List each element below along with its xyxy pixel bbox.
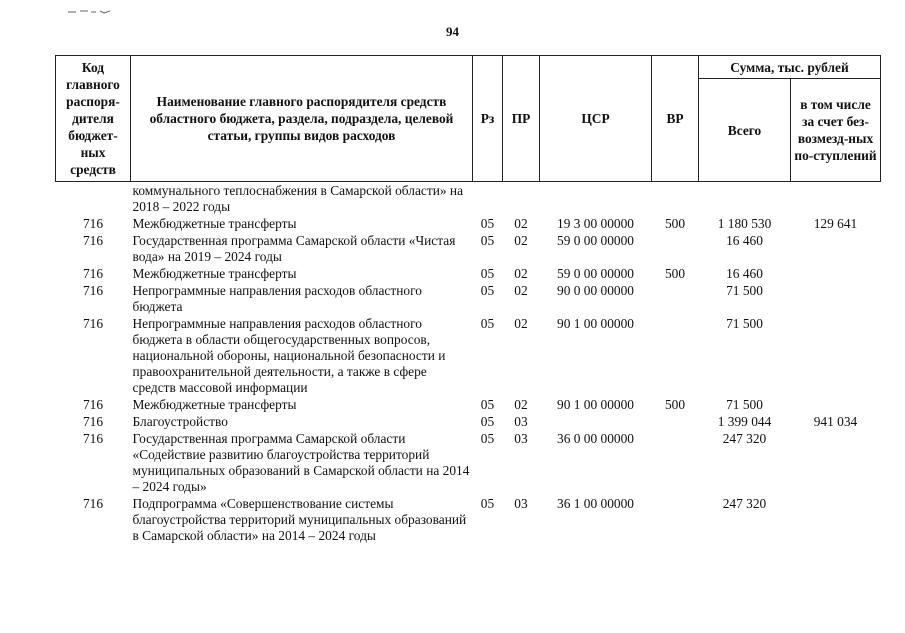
row-total: 71 500	[726, 316, 763, 331]
row-pr: 02	[514, 266, 528, 281]
row-code: 716	[82, 316, 104, 331]
row-code: 716	[82, 216, 104, 231]
table-row	[56, 495, 881, 544]
row-csr: 90 1 00 00000	[557, 316, 634, 331]
row-vr	[652, 315, 699, 396]
row-pr	[503, 182, 540, 216]
row-total	[699, 182, 791, 216]
row-name: коммунального теплоснабжения в Самарской области» на 2018 – 2022 годы	[132, 183, 464, 214]
row-rz	[473, 182, 503, 216]
header-vr: ВР	[652, 56, 699, 182]
header-total: Всего	[699, 79, 791, 182]
row-name: Непрограммные направления расходов областного бюджета	[132, 283, 422, 314]
header-name: Наименование главного распорядителя средств областного бюджета, раздела, подраздела, целевой статьи, группы видов расходов	[131, 56, 473, 182]
row-total: 1 399 044	[717, 414, 772, 429]
row-free: 941 034	[813, 414, 858, 429]
row-free	[791, 430, 881, 495]
row-vr	[652, 413, 699, 430]
table-row	[56, 315, 881, 396]
row-total: 71 500	[726, 397, 763, 412]
row-vr	[652, 495, 699, 544]
row-pr: 03	[514, 414, 528, 429]
row-vr	[652, 182, 699, 216]
row-csr: 59 0 00 00000	[557, 233, 634, 248]
row-vr: 500	[664, 266, 686, 281]
row-csr: 90 1 00 00000	[557, 397, 634, 412]
row-csr: 59 0 00 00000	[557, 266, 634, 281]
row-free	[791, 315, 881, 396]
table-row	[56, 182, 881, 216]
row-code: 716	[82, 496, 104, 511]
table-row	[56, 265, 881, 282]
header-csr: ЦСР	[540, 56, 652, 182]
row-name: Благоустройство	[132, 414, 228, 429]
row-rz: 05	[480, 316, 495, 331]
row-total: 71 500	[726, 283, 763, 298]
row-free	[791, 396, 881, 413]
row-total: 16 460	[726, 233, 763, 248]
row-name: Межбюджетные трансферты	[132, 216, 297, 231]
row-csr	[540, 182, 652, 216]
budget-table	[55, 55, 881, 544]
row-name: Межбюджетные трансферты	[132, 397, 297, 412]
row-code: 716	[82, 283, 104, 298]
row-rz: 05	[480, 216, 495, 231]
row-free	[791, 232, 881, 265]
table-row	[56, 413, 881, 430]
header-pr: ПР	[503, 56, 540, 182]
row-pr: 03	[514, 496, 528, 511]
row-free: 129 641	[813, 216, 858, 231]
row-pr: 02	[514, 397, 528, 412]
row-free	[791, 265, 881, 282]
row-name: Межбюджетные трансферты	[132, 266, 297, 281]
table-row	[56, 282, 881, 315]
row-pr: 02	[514, 283, 528, 298]
table-row	[56, 396, 881, 413]
row-pr: 02	[514, 233, 528, 248]
page-number: 94	[446, 24, 459, 39]
row-rz: 05	[480, 283, 495, 298]
row-rz: 05	[480, 266, 495, 281]
row-rz: 05	[480, 414, 495, 429]
table-body	[56, 182, 881, 545]
row-csr	[540, 413, 652, 430]
table-row	[56, 430, 881, 495]
row-code	[56, 182, 131, 216]
row-name: Подпрограмма «Совершенствование системы благоустройства территорий муниципальных образований в Самарской области» на 2014 – 2024 годы	[132, 496, 467, 543]
header-free: в том числе за счет без-возмезд-ных по-ступлений	[791, 79, 881, 182]
row-code: 716	[82, 414, 104, 429]
row-free	[791, 282, 881, 315]
header-rz: Рз	[473, 56, 503, 182]
row-rz: 05	[480, 431, 495, 446]
row-code: 716	[82, 431, 104, 446]
row-rz: 05	[480, 496, 495, 511]
header-sum: Сумма, тыс. рублей	[699, 56, 881, 79]
table-row	[56, 232, 881, 265]
header-code: Код главного распоря-дителя бюджет-ных средств	[56, 56, 131, 182]
row-rz: 05	[480, 233, 495, 248]
row-vr	[652, 282, 699, 315]
row-pr: 02	[514, 316, 528, 331]
row-vr	[652, 232, 699, 265]
row-total: 247 320	[722, 431, 767, 446]
row-csr: 36 1 00 00000	[557, 496, 634, 511]
row-vr: 500	[664, 216, 686, 231]
row-free	[791, 495, 881, 544]
row-name: Государственная программа Самарской области «Чистая вода» на 2019 – 2024 годы	[132, 233, 456, 264]
row-name: Непрограммные направления расходов областного бюджета в области общегосударственных вопросов, национальной обороны, национальной безопасности и правоохранительной деятельности, а также в сфере средств массовой информации	[132, 316, 446, 395]
scan-artifact-mark	[66, 9, 112, 15]
row-rz: 05	[480, 397, 495, 412]
row-free	[791, 182, 881, 216]
row-vr	[652, 430, 699, 495]
row-csr: 19 3 00 00000	[557, 216, 634, 231]
row-total: 1 180 530	[717, 216, 772, 231]
row-name: Государственная программа Самарской области «Содействие развитию благоустройства территорий муниципальных образований в Самарской области на 2014 – 2024 годы»	[132, 431, 470, 494]
row-pr: 02	[514, 216, 528, 231]
table-row	[56, 215, 881, 232]
row-pr: 03	[514, 431, 528, 446]
row-vr: 500	[664, 397, 686, 412]
row-code: 716	[82, 397, 104, 412]
row-code: 716	[82, 266, 104, 281]
row-code: 716	[82, 233, 104, 248]
row-csr: 90 0 00 00000	[557, 283, 634, 298]
row-total: 247 320	[722, 496, 767, 511]
row-csr: 36 0 00 00000	[557, 431, 634, 446]
row-total: 16 460	[726, 266, 763, 281]
